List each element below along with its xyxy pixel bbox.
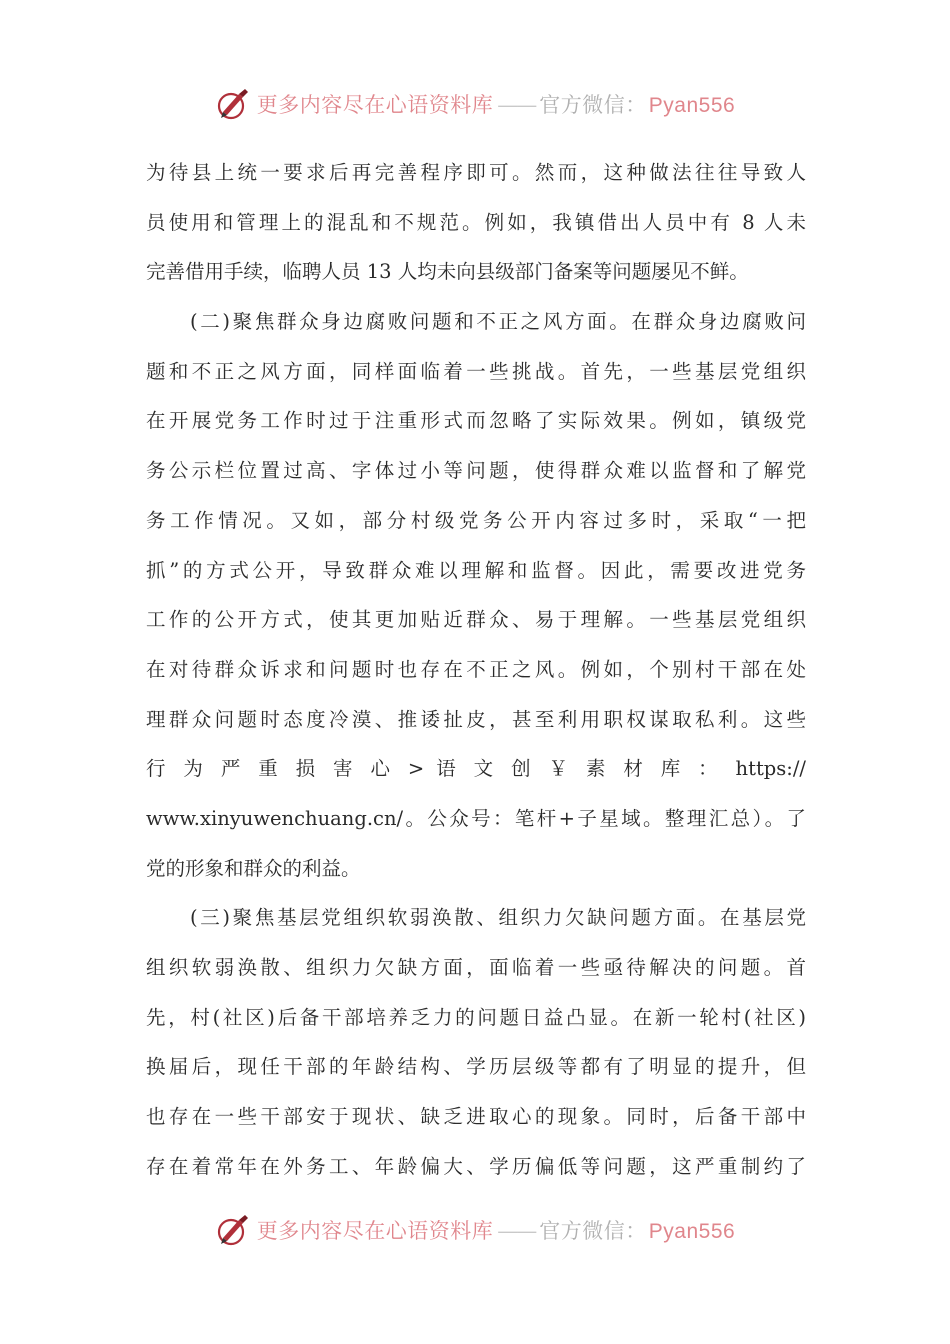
text-line: 为待县上统一要求后再完善程序即可。然而，这种做法往往导致人 (146, 161, 806, 184)
text-line: 行 为 严 重 损 害 心 > 语 文 创 ￥ 素 材 库 ： https:// (146, 757, 806, 781)
text-line: 题和不正之风方面，同样面临着一些挑战。首先，一些基层党组织 (146, 359, 806, 383)
text-line: www.xinyuwenchuang.cn/。公众号：笔杆+子星域。整理汇总）。了 (146, 806, 806, 830)
banner-text: 更多内容尽在心语资料库 —— 官方微信：Pyan556 (256, 93, 736, 117)
text-line: 务公示栏位置过高、字体过小等问题，使得群众难以监督和了解党 (146, 459, 806, 483)
footer-banner (0, 1210, 950, 1250)
text-line: 员使用和管理上的混乱和不规范。例如，我镇借出人员中有 8 人未 (146, 210, 806, 234)
text-line: 在对待群众诉求和问题时也存在不正之风。例如，个别村干部在处 (146, 657, 806, 681)
text-line: 理群众问题时态度冷漠、推诿扯皮，甚至利用职权谋取私利。这些 (146, 707, 806, 731)
text-line: 务工作情况。又如，部分村级党务公开内容过多时，采取“一把 (146, 508, 806, 532)
pen-logo-icon (215, 86, 251, 122)
text-line: 完善借用手续，临聘人员 13 人均未向县级部门备案等问题屡见不鲜。 (146, 260, 749, 284)
pen-logo-icon (215, 1212, 251, 1248)
text-line: 换届后，现任干部的年龄结构、学历层级等都有了明显的提升，但 (146, 1055, 806, 1079)
banner-text: 更多内容尽在心语资料库 —— 官方微信：Pyan556 (256, 1219, 736, 1243)
header-banner (0, 84, 950, 124)
text-line: 党的形象和群众的利益。 (146, 856, 361, 880)
text-line: 抓”的方式公开，导致群众难以理解和监督。因此，需要改进党务 (146, 558, 806, 582)
text-line: 在开展党务工作时过于注重形式而忽略了实际效果。例如，镇级党 (146, 409, 806, 433)
text-line: (三)聚焦基层党组织软弱涣散、组织力欠缺问题方面。在基层党 (190, 906, 806, 930)
text-line: 工作的公开方式，使其更加贴近群众、易于理解。一些基层党组织 (146, 608, 806, 632)
text-line: 组织软弱涣散、组织力欠缺方面，面临着一些亟待解决的问题。首 (146, 956, 806, 979)
text-line: 也存在一些干部安于现状、缺乏进取心的现象。同时，后备干部中 (146, 1105, 806, 1129)
text-line: 存在着常年在外务工、年龄偏大、学历偏低等问题，这严重制约了 (146, 1154, 806, 1178)
text-line: (二)聚焦群众身边腐败问题和不正之风方面。在群众身边腐败问 (190, 310, 806, 334)
document-body (146, 148, 806, 1191)
text-line: 先，村(社区)后备干部培养乏力的问题日益凸显。在新一轮村(社区) (146, 1005, 806, 1029)
